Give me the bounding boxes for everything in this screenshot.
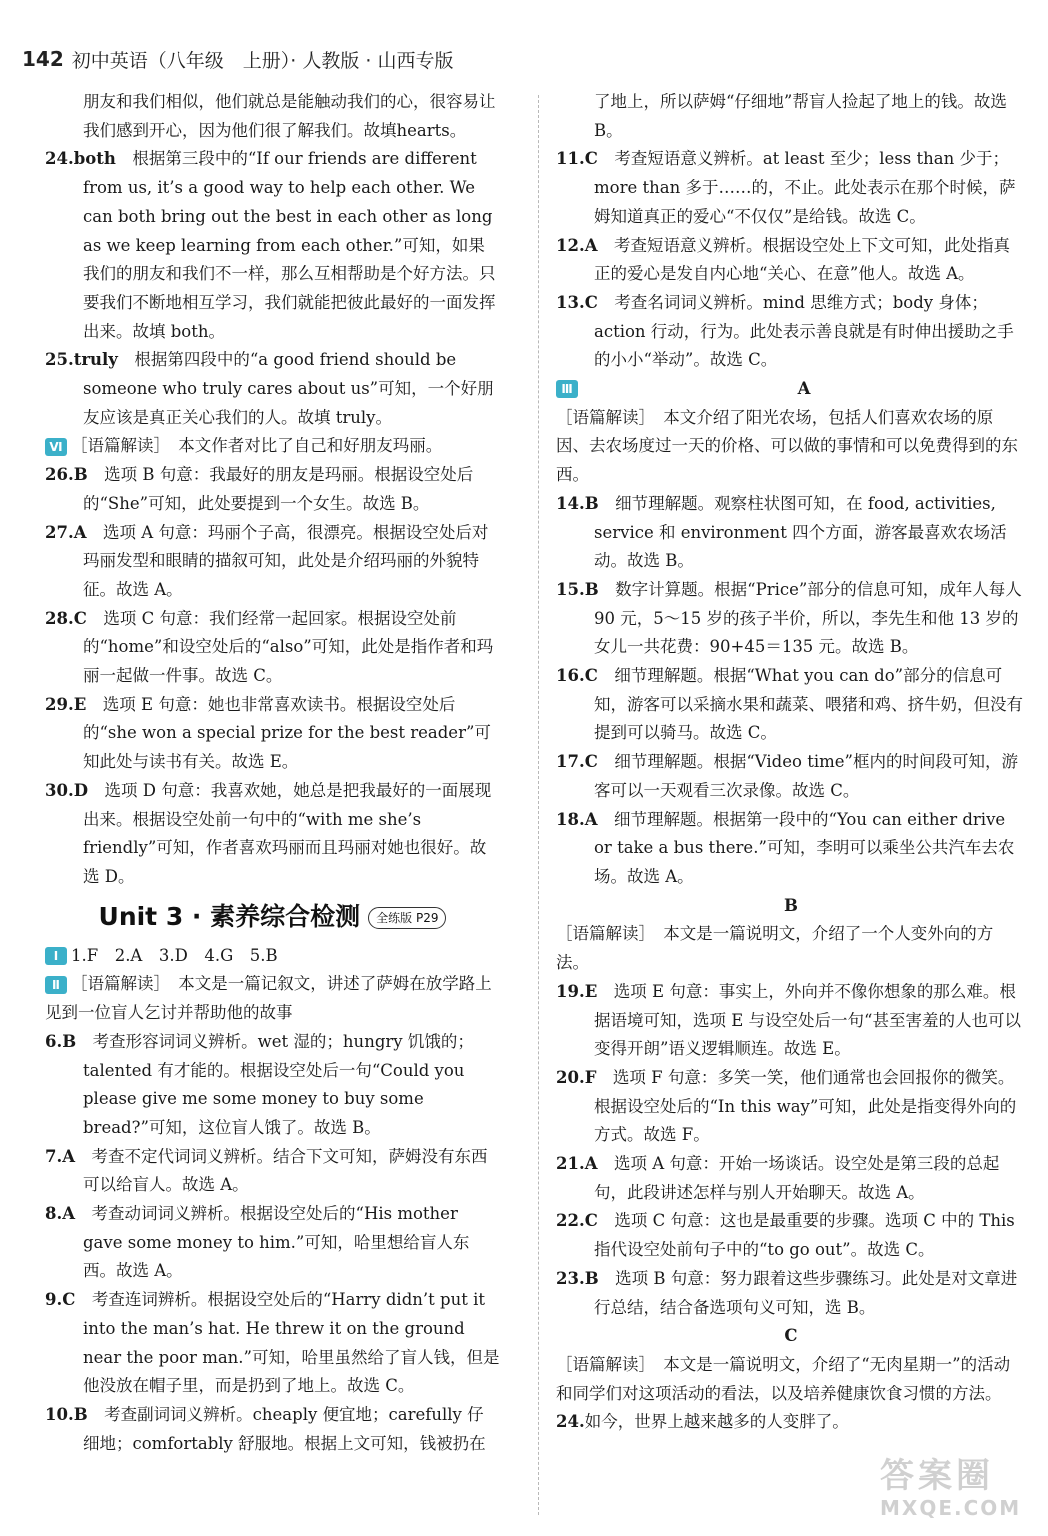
answer-15 bbox=[556, 576, 1026, 662]
answer-number: 19.E bbox=[556, 981, 598, 1001]
answer-number: 22.C bbox=[556, 1211, 598, 1231]
watermark-text: 答案圈 bbox=[880, 1456, 994, 1496]
answer-number: 13.C bbox=[556, 292, 598, 312]
answer-explanation: 考查短语意义辨析。at least 至少；less than 少于；more than 多于……的，不止。此处表示在那个时候，萨姆知道真正的爱心“不仅仅”是给钱。故选 C。 bbox=[594, 149, 1016, 226]
section-2-reading bbox=[45, 970, 500, 1027]
answer-explanation: 细节理解题。根据“What you can do”部分的信息可知，游客可以采摘水果和蔬菜、喂猪和鸡、挤牛奶，但没有提到可以骑马。故选 C。 bbox=[594, 666, 1023, 743]
answer-24-c bbox=[556, 1408, 1026, 1437]
continued-text: 了地上，所以萨姆“仔细地”帮盲人捡起了地上的钱。故选 B。 bbox=[594, 92, 1007, 140]
answer-number: 28.C bbox=[45, 608, 87, 628]
passage-heading-c: C bbox=[784, 1326, 798, 1346]
answer-23 bbox=[556, 1265, 1026, 1322]
answer-number: 24. bbox=[556, 1412, 585, 1432]
answer-12 bbox=[556, 232, 1026, 289]
answer-explanation: 考查动词词义辨析。根据设空处后的“His mother gave some money to him.”可知，哈里想给盲人东西。故选 A。 bbox=[83, 1204, 470, 1281]
answer-number: 20.F bbox=[556, 1067, 597, 1087]
answer-6 bbox=[45, 1028, 500, 1143]
answer-14 bbox=[556, 490, 1026, 576]
answer-explanation: 根据第四段中的“a good friend should be someone who truly cares about us”可知，一个好朋友应该是真正关心我们的人。故填 truly。 bbox=[83, 350, 494, 427]
answer-explanation: 选项 C 句意：这也是最重要的步骤。选项 C 中的 This 指代设空处前句子中的“to go out”。故选 C。 bbox=[594, 1211, 1015, 1260]
answer-explanation: 细节理解题。根据第一段中的“You can either drive or take a bus there.”可知，李明可以乘坐公共汽车去农场。故选 A。 bbox=[594, 809, 1015, 886]
answer-26 bbox=[45, 461, 500, 518]
answer-number: 14.B bbox=[556, 493, 599, 513]
section-3-heading-a bbox=[556, 375, 1026, 404]
answer-explanation: 数字计算题。根据“Price”部分的信息可知，成年人每人 90 元，5～15 岁的孩子半价，所以，李先生和他 13 岁的女儿一共花费：90+45＝135 元。故选 B。 bbox=[594, 579, 1022, 657]
answer-explanation: 选项 B 句意：我最好的朋友是玛丽。根据设空处后的“She”可知，此处要提到一个女生。故选 B。 bbox=[83, 465, 474, 513]
answer-20 bbox=[556, 1064, 1026, 1150]
answer-number: 26.B bbox=[45, 465, 88, 485]
answer-9 bbox=[45, 1286, 500, 1401]
answer-explanation: 选项 B 句意：努力跟着这些步骤练习。此处是对文章进行总结，结合备选项句义可知，选 B。 bbox=[594, 1268, 1018, 1317]
watermark-url: MXQE.COM bbox=[880, 1496, 1022, 1520]
answer-number: 11.C bbox=[556, 149, 598, 169]
answer-number: 16.C bbox=[556, 666, 598, 686]
answer-number: 7.A bbox=[45, 1146, 76, 1166]
section-badge: Ⅵ bbox=[45, 438, 67, 456]
answer-13 bbox=[556, 289, 1026, 375]
answer-21 bbox=[556, 1150, 1026, 1207]
answer-list: 1.F 2.A 3.D 4.G 5.B bbox=[71, 945, 278, 965]
answer-16 bbox=[556, 662, 1026, 748]
answer-explanation: 选项 E 句意：她也非常喜欢读书。根据设空处后的“she won a special prize for the best reader”可知此处与读书有关。故选 E。 bbox=[83, 694, 491, 772]
answer-number: 27.A bbox=[45, 522, 87, 542]
answer-number: 8.A bbox=[45, 1204, 76, 1224]
answer-number: 23.B bbox=[556, 1268, 599, 1288]
answer-number: 18.A bbox=[556, 809, 598, 829]
answer-number: 24.both bbox=[45, 149, 116, 169]
answer-11 bbox=[556, 145, 1026, 231]
answer-8 bbox=[45, 1200, 500, 1286]
section-1-answers bbox=[45, 942, 500, 971]
answer-number: 30.D bbox=[45, 780, 89, 800]
answer-number: 15.B bbox=[556, 579, 599, 599]
book-title: 初中英语（八年级 上册）· 人教版 · 山西专版 bbox=[71, 49, 454, 72]
answer-27 bbox=[45, 519, 500, 605]
reading-a: ［语篇解读］ 本文介绍了阳光农场，包括人们喜欢农场的原因、去农场度过一天的价格、可以做的事情和可以免费得到的东西。 bbox=[556, 407, 1018, 485]
answer-18 bbox=[556, 806, 1026, 892]
answer-explanation: 考查副词词义辨析。cheaply 便宜地；carefully 仔细地；comfortably 舒服地。根据上文可知，钱被扔在 bbox=[83, 1404, 486, 1453]
answer-number: 25.truly bbox=[45, 350, 118, 370]
unit-title bbox=[45, 898, 500, 938]
page-number: 142 bbox=[22, 47, 64, 71]
answer-29 bbox=[45, 691, 500, 777]
right-column bbox=[556, 88, 1026, 1437]
section-6-reading bbox=[45, 432, 500, 461]
left-column bbox=[45, 88, 500, 1458]
answer-24 bbox=[45, 145, 500, 346]
reading-b: ［语篇解读］ 本文是一篇说明文，介绍了一个人变外向的方法。 bbox=[556, 924, 994, 973]
passage-heading-b: B bbox=[784, 895, 798, 915]
answer-explanation: 选项 C 句意：我们经常一起回家。根据设空处前的“home”和设空处后的“also”可知，此处是指作者和玛丽一起做一件事。故选 C。 bbox=[83, 608, 494, 686]
answer-explanation: 选项 A 句意：开始一场谈话。设空处是第三段的总起句，此段讲述怎样与别人开始聊天。故选 A。 bbox=[594, 1154, 1000, 1202]
answer-explanation: 选项 E 句意：事实上，外向并不像你想象的那么难。根据语境可知，选项 E 与设空处后一句“甚至害羞的人也可以变得开朗”语义逻辑顺连。故选 E。 bbox=[594, 981, 1021, 1059]
column-divider bbox=[538, 95, 539, 1515]
answer-explanation: 选项 F 句意：多笑一笑，他们通常也会回报你的微笑。根据设空处后的“In this way”可知，此处是指变得外向的方式。故选 F。 bbox=[594, 1067, 1017, 1145]
answer-explanation: 如今，世界上越来越多的人变胖了。 bbox=[584, 1412, 849, 1432]
watermark-logo bbox=[880, 1456, 1040, 1526]
answer-number: 29.E bbox=[45, 694, 87, 714]
answer-explanation: 考查名词词义辨析。mind 思维方式；body 身体；action 行动，行为。此处表示善良就是有时伸出援助之手的小小“举动”。故选 C。 bbox=[594, 292, 1014, 370]
answer-30 bbox=[45, 777, 500, 892]
answer-explanation: 选项 A 句意：玛丽个子高，很漂亮。根据设空处后对玛丽发型和眼睛的描叙可知，此处是介绍玛丽的外貌特征。故选 A。 bbox=[83, 522, 489, 599]
answer-explanation: 细节理解题。根据“Video time”框内的时间段可知，游客可以一天观看三次录像。故选 C。 bbox=[594, 752, 1018, 800]
answer-28 bbox=[45, 605, 500, 691]
section-badge: Ⅲ bbox=[556, 380, 578, 398]
answer-explanation: 考查形容词词义辨析。wet 湿的；hungry 饥饿的；talented 有才能的。根据设空处后一句“Could you please give me some money to buy some bread?”可知，这位盲人饿了。故选 B。 bbox=[83, 1031, 474, 1137]
answer-explanation: 选项 D 句意：我喜欢她，她总是把我最好的一面展现出来。根据设空处前一句中的“with me she’s friendly”可知，作者喜欢玛丽而且玛丽对她也很好。故选 D。 bbox=[83, 780, 492, 886]
unit-page-tag: 全练版 P29 bbox=[368, 907, 446, 929]
passage-letter: A bbox=[797, 379, 811, 399]
answer-explanation: 考查连词辨析。根据设空处后的“Harry didn’t put it into the man’s hat. He threw it on the ground near the poor man.”可知，哈里虽然给了盲人钱，但是他没放在帽子里，而是扔到了地上。故选 C。 bbox=[83, 1290, 500, 1396]
answer-25 bbox=[45, 346, 500, 432]
answer-17 bbox=[556, 748, 1026, 805]
reading-c: ［语篇解读］ 本文是一篇说明文，介绍了“无肉星期一”的活动和同学们对这项活动的看法，以及培养健康饮食习惯的方法。 bbox=[556, 1354, 1011, 1403]
answer-19 bbox=[556, 978, 1026, 1064]
answer-explanation: 考查不定代词词义辨析。结合下文可知，萨姆没有东西可以给盲人。故选 A。 bbox=[83, 1146, 488, 1195]
answer-explanation: 考查短语意义辨析。根据设空处上下文可知，此处指真正的爱心是发自内心地“关心、在意”他人。故选 A。 bbox=[594, 235, 1011, 284]
answer-number: 9.C bbox=[45, 1290, 76, 1310]
reading-summary: ［语篇解读］ 本文作者对比了自己和好朋友玛丽。 bbox=[71, 436, 443, 456]
answer-explanation: 根据第三段中的“If our friends are different from us, it’s a good way to help each other. We can both bring out the best in each other as long as we keep learning from each other.”可知，如果我们的朋友和我们不一样，那么互相帮助是个好方法。只要我们不断地相互学习，我们就能把彼此最好的一面发挥出来。故填 both。 bbox=[83, 149, 496, 341]
answer-22 bbox=[556, 1207, 1026, 1264]
answer-number: 10.B bbox=[45, 1404, 88, 1424]
page-header bbox=[22, 40, 453, 78]
answer-number: 12.A bbox=[556, 235, 598, 255]
section-badge: Ⅰ bbox=[45, 947, 67, 965]
section-badge: Ⅱ bbox=[45, 976, 67, 994]
answer-explanation: 细节理解题。观察柱状图可知，在 food, activities, service 和 environment 四个方面，游客最喜欢农场活动。故选 B。 bbox=[594, 493, 1007, 571]
unit-title-text: Unit 3 · 素养综合检测 bbox=[98, 902, 361, 932]
answer-10 bbox=[45, 1401, 500, 1458]
reading-summary: ［语篇解读］ 本文是一篇记叙文，讲述了萨姆在放学路上见到一位盲人乞讨并帮助他的故事 bbox=[45, 974, 492, 1023]
continued-text: 朋友和我们相似，他们就总是能触动我们的心，很容易让我们感到开心，因为他们很了解我们。故填hearts。 bbox=[83, 92, 496, 140]
answer-number: 21.A bbox=[556, 1154, 598, 1174]
answer-number: 6.B bbox=[45, 1031, 77, 1051]
answer-number: 17.C bbox=[556, 752, 598, 772]
answer-7 bbox=[45, 1143, 500, 1200]
